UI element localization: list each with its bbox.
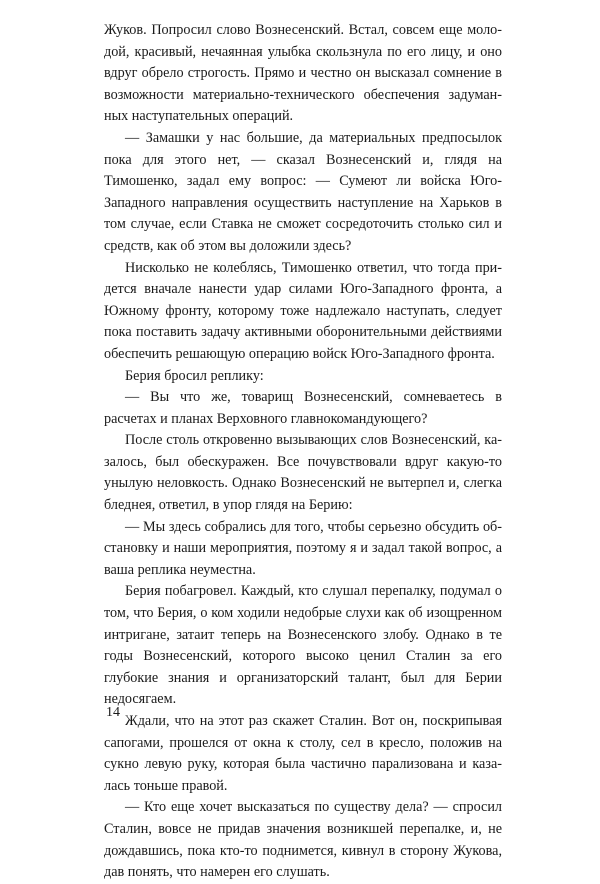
page-number: 14 — [106, 705, 120, 720]
paragraph: Жуков. Попросил слово Вознесенский. Встал, совсем еще молодой, красивый, нечаянная улыбка скользнула по его лицу, и оно вдруг обрело строгость. Прямо и честно он высказал сомнение в возможности материально-технического обеспечения задуманных наступательных операций. — [104, 22, 502, 125]
paragraph: Ждали, что на этот раз скажет Сталин. Вот он, поскрипывая сапогами, прошелся от окна к столу, сел в кресло, положив на сукно левую руку, которая была частично парализована и казалась тоньше правой. — [104, 713, 502, 794]
paragraph: Берия бросил реплику: — [125, 367, 264, 384]
paragraph: — Мы здесь собрались для того, чтобы серьезно обсудить обстановку и наши мероприятия, поэтому я и задал такой вопрос, а ваша реплика неуместна. — [104, 518, 502, 578]
paragraph: — Кто еще хочет высказаться по существу дела? — спросил Сталин, вовсе не придав значения возникшей перепалке, и, не дождавшись, пока кто-то поднимется, кивнул в сторону Жукова, дав понять, что намерен его слушать. — [104, 799, 502, 881]
body-text — [104, 20, 502, 884]
paragraph: После столь откровенно вызывающих слов Вознесенский, казалось, был обескуражен. Все почувствовали вдруг какую-то унылую неловкость. Однако Вознесенский не вытерпел и, слегка бледнея, ответил, в упор глядя на Берию: — [104, 432, 502, 514]
paragraph: — Вы что же, товарищ Вознесенский, сомневаетесь в расчетах и планах Верховного главнокомандующего? — [104, 389, 502, 427]
paragraph: — Замашки у нас большие, да материальных предпосылок пока для этого нет, — сказал Вознесенский и, глядя на Тимошенко, задал ему вопрос: — Сумеют ли войска Юго-Западного направления осуществить наступление на Харьков в том случае, если Ставка не сможет сосредоточить столько сил и средств, как об этом вы доложили здесь? — [104, 129, 502, 254]
paragraph: Берия побагровел. Каждый, кто слушал перепалку, подумал о том, что Берия, о ком ходили недобрые слухи как об изощренном интригане, затаит теперь на Вознесенского злобу. Однако в те годы Вознесенский, которого высоко ценил Сталин за его глубокие знания и организаторский талант, был для Берии недосягаем. — [104, 583, 502, 708]
paragraph: Нисколько не колеблясь, Тимошенко ответил, что тогда придется вначале нанести удар силами Юго-Западного фронта, а Южному фронту, которому тоже надлежало наступать, следует пока поставить задачу активными оборонительными действиями обеспечить решающую операцию войск Юго-Западного фронта. — [104, 259, 502, 362]
